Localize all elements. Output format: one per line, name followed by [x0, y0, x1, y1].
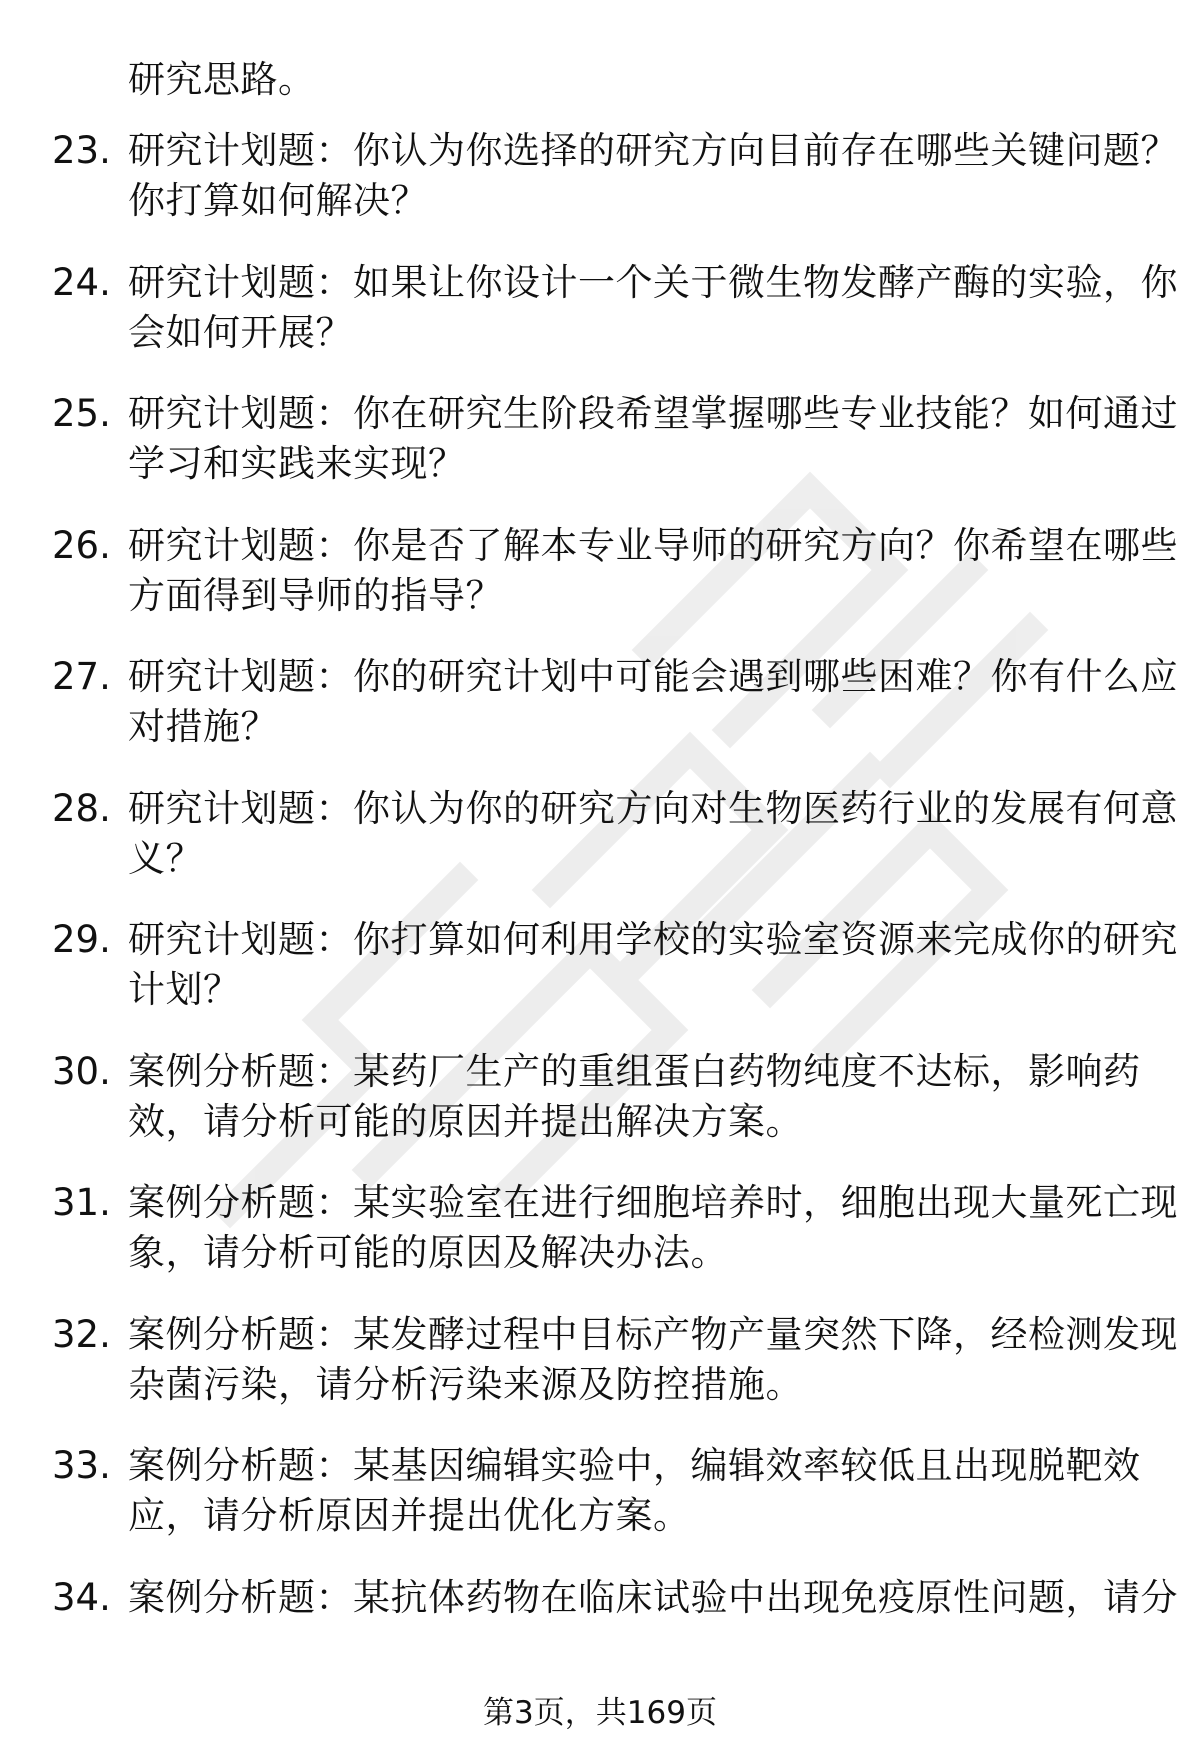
question-number: 23. — [52, 129, 111, 172]
question-text-line: 案例分析题：某抗体药物在临床试验中出现免疫原性问题，请分 — [128, 1576, 1178, 1619]
question-text-line: 研究计划题：你认为你选择的研究方向目前存在哪些关键问题？ — [128, 129, 1178, 172]
question-text-line: 方面得到导师的指导？ — [128, 574, 503, 617]
question-text-line: 你打算如何解决？ — [128, 179, 428, 222]
question-text-line: 对措施？ — [128, 705, 278, 748]
page-footer: 第3页，共169页 — [483, 1695, 717, 1731]
question-text-line: 案例分析题：某发酵过程中目标产物产量突然下降，经检测发现 — [128, 1313, 1178, 1356]
question-text-line: 研究计划题：你在研究生阶段希望掌握哪些专业技能？如何通过 — [128, 392, 1178, 435]
question-text-line: 应，请分析原因并提出优化方案。 — [128, 1494, 691, 1537]
question-number: 26. — [52, 524, 111, 567]
intro-continuation-text: 研究思路。 — [128, 58, 316, 101]
question-text-line: 研究计划题：你认为你的研究方向对生物医药行业的发展有何意 — [128, 787, 1178, 830]
question-number: 24. — [52, 261, 111, 304]
question-text-line: 学习和实践来实现？ — [128, 442, 466, 485]
question-text-line: 研究计划题：你是否了解本专业导师的研究方向？你希望在哪些 — [128, 524, 1178, 567]
question-number: 29. — [52, 918, 111, 961]
question-text-line: 案例分析题：某实验室在进行细胞培养时，细胞出现大量死亡现 — [128, 1181, 1178, 1224]
question-text-line: 研究计划题：你打算如何利用学校的实验室资源来完成你的研究 — [128, 918, 1178, 961]
question-number: 25. — [52, 392, 111, 435]
question-number: 33. — [52, 1444, 111, 1487]
question-number: 28. — [52, 787, 111, 830]
question-number: 31. — [52, 1181, 111, 1224]
question-text-line: 研究计划题：如果让你设计一个关于微生物发酵产酶的实验，你 — [128, 261, 1178, 304]
question-text-line: 杂菌污染，请分析污染来源及防控措施。 — [128, 1363, 803, 1406]
question-number: 30. — [52, 1050, 111, 1093]
question-text-line: 案例分析题：某药厂生产的重组蛋白药物纯度不达标，影响药 — [128, 1050, 1141, 1093]
question-text-line: 研究计划题：你的研究计划中可能会遇到哪些困难？你有什么应 — [128, 655, 1178, 698]
question-text-line: 计划？ — [128, 968, 241, 1011]
question-number: 34. — [52, 1576, 111, 1619]
question-text-line: 象，请分析可能的原因及解决办法。 — [128, 1231, 728, 1274]
question-text-line: 效，请分析可能的原因并提出解决方案。 — [128, 1100, 803, 1143]
question-text-line: 义？ — [128, 837, 203, 880]
question-text-line: 案例分析题：某基因编辑实验中，编辑效率较低且出现脱靶效 — [128, 1444, 1141, 1487]
question-number: 32. — [52, 1313, 111, 1356]
question-number: 27. — [52, 655, 111, 698]
question-text-line: 会如何开展？ — [128, 311, 353, 354]
